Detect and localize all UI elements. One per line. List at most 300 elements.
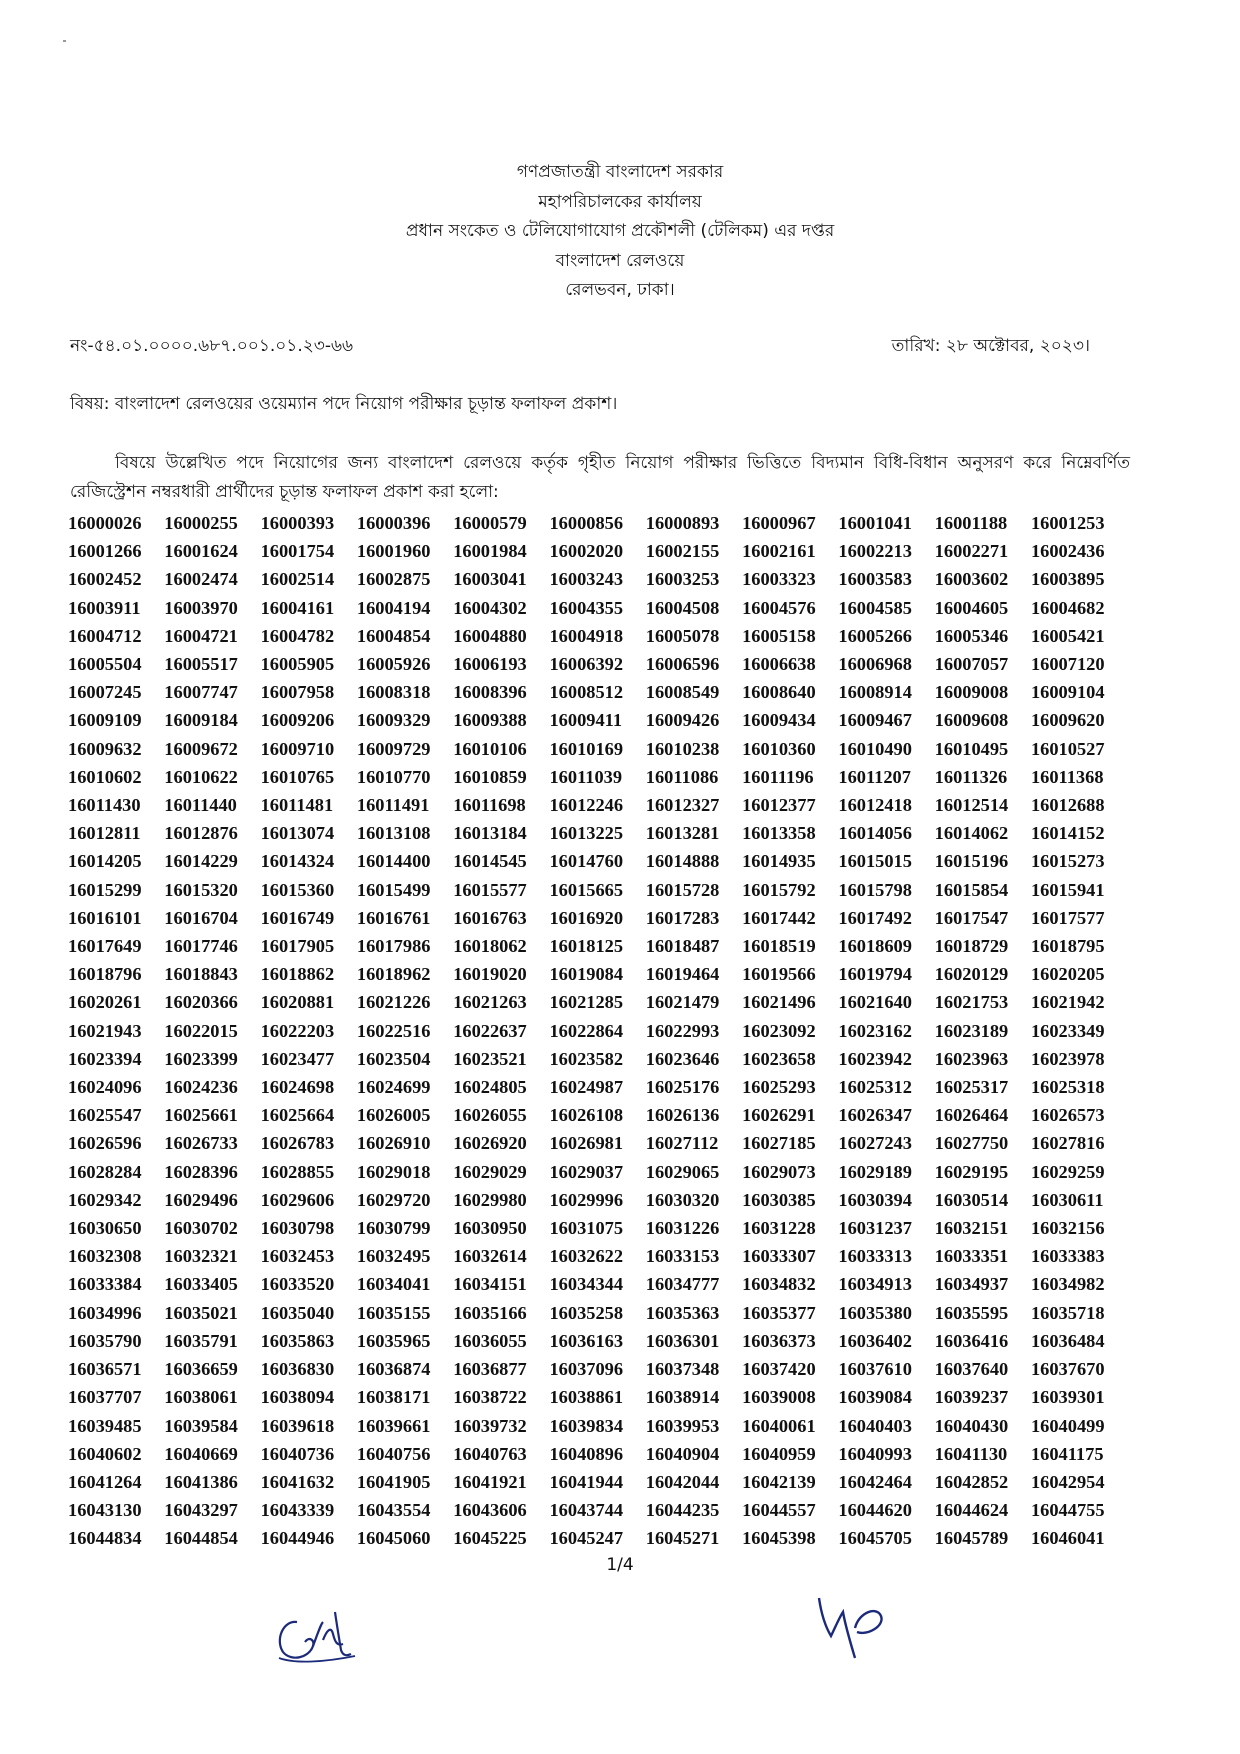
intro-paragraph: বিষয়ে উল্লেখিত পদে নিয়োগের জন্য বাংলাদেশ রেলওয়ে কর্তৃক গৃহীত নিয়োগ পরীক্ষার ভিত্তিতে বিদ্যমান বিধি-বিধান অনুসরণ করে নিম্নেবর্ণিত রেজিস্ট্রেশন নম্বরধারী প্রার্থীদের চূড়ান্ত ফলাফল প্রকাশ করা হলো: [70, 453, 1130, 502]
table-row [68, 565, 1127, 593]
roll-number: 16002436 [1030, 541, 1105, 562]
roll-number: 16040403 [838, 1415, 912, 1436]
roll-number: 16010238 [645, 738, 720, 759]
table-row [68, 1524, 1127, 1552]
roll-number: 16009206 [260, 710, 335, 731]
roll-number: 16013108 [356, 823, 431, 844]
roll-number: 16023521 [453, 1048, 527, 1069]
roll-number: 16020205 [1030, 964, 1105, 985]
roll-number: 16006638 [742, 654, 816, 675]
roll-number: 16003602 [934, 569, 1009, 590]
roll-number: 16015665 [549, 879, 624, 900]
roll-number: 16029342 [68, 1189, 142, 1210]
roll-number: 16043130 [68, 1500, 142, 1521]
roll-number: 16021943 [68, 1020, 142, 1041]
roll-number: 16035166 [453, 1302, 527, 1323]
roll-number: 16026347 [838, 1105, 912, 1126]
scan-speck [63, 40, 66, 42]
roll-number: 16030320 [645, 1189, 720, 1210]
roll-number: 16006392 [549, 654, 624, 675]
roll-number: 16038914 [645, 1387, 720, 1408]
roll-number: 16038722 [453, 1387, 527, 1408]
roll-number: 16035380 [838, 1302, 912, 1323]
roll-number: 16045247 [549, 1528, 624, 1549]
roll-number: 16008512 [549, 682, 624, 703]
roll-number: 16026981 [549, 1133, 624, 1154]
roll-number: 16014760 [549, 851, 624, 872]
roll-number: 16036830 [260, 1359, 335, 1380]
roll-number: 16040993 [838, 1443, 912, 1464]
roll-number: 16017442 [742, 907, 816, 928]
roll-number: 16026910 [356, 1133, 431, 1154]
roll-number: 16011440 [164, 795, 237, 816]
roll-number: 16023963 [934, 1048, 1009, 1069]
roll-number: 16018729 [934, 936, 1009, 957]
roll-number: 16017283 [645, 907, 720, 928]
roll-number: 16025318 [1030, 1077, 1105, 1098]
roll-number: 16019794 [838, 964, 912, 985]
roll-number: 16005346 [934, 625, 1009, 646]
table-row [68, 1073, 1127, 1101]
roll-number: 16042464 [838, 1471, 912, 1492]
roll-number: 16012876 [164, 823, 238, 844]
roll-number: 16034832 [742, 1274, 816, 1295]
roll-number: 16029195 [934, 1161, 1009, 1182]
roll-number: 16014400 [356, 851, 431, 872]
roll-number: 16037670 [1030, 1359, 1105, 1380]
letterhead-line-department: প্রধান সংকেত ও টেলিযোগাযোগ প্রকৌশলী (টেলিকম) এর দপ্তর [405, 221, 835, 241]
roll-number: 16026596 [68, 1133, 142, 1154]
roll-number: 16034344 [549, 1274, 624, 1295]
roll-number: 16023189 [934, 1020, 1009, 1041]
roll-number: 16045398 [742, 1528, 816, 1549]
roll-number: 16000396 [356, 513, 431, 533]
roll-number: 16005926 [356, 654, 431, 675]
table-row [68, 594, 1127, 622]
roll-number: 16035363 [645, 1302, 720, 1323]
table-row [68, 678, 1127, 706]
table-row [68, 1270, 1127, 1298]
table-row [68, 650, 1127, 678]
roll-number: 16044557 [742, 1500, 816, 1521]
signature-left [265, 1600, 375, 1670]
roll-number: 16041175 [1030, 1443, 1104, 1464]
roll-number: 16003041 [453, 569, 527, 590]
roll-number: 16008396 [453, 682, 527, 703]
roll-number: 16041386 [164, 1471, 238, 1492]
table-row [68, 1017, 1127, 1045]
roll-number: 16036416 [934, 1330, 1009, 1351]
roll-number: 16005421 [1030, 625, 1105, 646]
roll-number: 16017986 [356, 936, 431, 957]
roll-number: 16038061 [164, 1387, 238, 1408]
roll-number: 16009329 [356, 710, 431, 731]
roll-number: 16040602 [68, 1443, 142, 1464]
roll-number: 16011207 [838, 766, 911, 787]
roll-number: 16035040 [260, 1302, 335, 1323]
roll-number: 16018519 [742, 936, 816, 957]
roll-number: 16003323 [742, 569, 816, 590]
roll-number: 16001960 [356, 541, 431, 562]
roll-number: 16019464 [645, 964, 720, 985]
roll-number: 16003243 [549, 569, 624, 590]
roll-number: 16029996 [549, 1189, 624, 1210]
roll-number: 16020881 [260, 992, 335, 1013]
roll-number: 16028855 [260, 1161, 335, 1182]
roll-number: 16005078 [645, 625, 720, 646]
roll-number: 16025547 [68, 1105, 142, 1126]
roll-number: 16036659 [164, 1359, 238, 1380]
roll-number: 16023978 [1030, 1048, 1105, 1069]
roll-number: 16041264 [68, 1471, 142, 1492]
roll-number: 16023658 [742, 1048, 816, 1069]
roll-number: 16001624 [164, 541, 238, 562]
roll-number: 16005504 [68, 654, 142, 675]
roll-number: 16020261 [68, 992, 142, 1013]
roll-number: 16010770 [356, 766, 431, 787]
table-row [68, 988, 1127, 1016]
roll-number: 16039584 [164, 1415, 238, 1436]
roll-number: 16035718 [1030, 1302, 1105, 1323]
roll-number: 16003970 [164, 597, 238, 618]
roll-number: 16033351 [934, 1246, 1009, 1267]
roll-number: 16042954 [1030, 1471, 1105, 1492]
roll-number: 16002452 [68, 569, 142, 590]
roll-number: 16018962 [356, 964, 431, 985]
roll-number: 16031075 [549, 1218, 624, 1239]
roll-number: 16026783 [260, 1133, 335, 1154]
roll-number: 16014888 [645, 851, 720, 872]
table-row [68, 876, 1127, 904]
roll-number: 16007958 [260, 682, 335, 703]
roll-number: 16017746 [164, 936, 238, 957]
roll-number: 16004918 [549, 625, 624, 646]
roll-number: 16015196 [934, 851, 1009, 872]
roll-number: 16042852 [934, 1471, 1009, 1492]
roll-number: 16033307 [742, 1246, 816, 1267]
roll-number: 16018795 [1030, 936, 1105, 957]
roll-number: 16015798 [838, 879, 912, 900]
roll-number: 16029720 [356, 1189, 431, 1210]
roll-number: 16021285 [549, 992, 624, 1013]
roll-number: 16004880 [453, 625, 527, 646]
roll-number: 16027112 [645, 1133, 719, 1154]
roll-number: 16015320 [164, 879, 238, 900]
roll-number: 16024699 [356, 1077, 431, 1098]
roll-number: 16004576 [742, 597, 816, 618]
roll-number: 16034913 [838, 1274, 912, 1295]
roll-number: 16009184 [164, 710, 238, 731]
table-row [68, 1412, 1127, 1440]
roll-number: 16031228 [742, 1218, 816, 1239]
roll-number: 16039485 [68, 1415, 142, 1436]
roll-number: 16022203 [260, 1020, 335, 1041]
page-number: 1/4 [606, 1555, 634, 1575]
roll-number: 16003895 [1030, 569, 1105, 590]
roll-number: 16035377 [742, 1302, 816, 1323]
roll-number: 16002155 [645, 541, 720, 562]
roll-number: 16018125 [549, 936, 624, 957]
roll-number: 16029496 [164, 1189, 238, 1210]
roll-number: 16012377 [742, 795, 816, 816]
roll-number: 16014229 [164, 851, 238, 872]
roll-number: 16003583 [838, 569, 912, 590]
roll-number: 16017577 [1030, 907, 1105, 928]
roll-number: 16041905 [356, 1471, 431, 1492]
roll-number: 16025293 [742, 1077, 816, 1098]
roll-number: 16010495 [934, 738, 1009, 759]
roll-number: 16024236 [164, 1077, 238, 1098]
roll-number: 16015854 [934, 879, 1009, 900]
roll-number: 16027750 [934, 1133, 1009, 1154]
roll-number: 16001266 [68, 541, 142, 562]
roll-number: 16037420 [742, 1359, 816, 1380]
roll-number: 16039834 [549, 1415, 624, 1436]
table-row [68, 1440, 1127, 1468]
roll-number: 16004782 [260, 625, 335, 646]
roll-number: 16010169 [549, 738, 624, 759]
roll-number: 16011039 [549, 766, 623, 787]
roll-number: 16029073 [742, 1161, 816, 1182]
table-row [68, 791, 1127, 819]
roll-number: 16040763 [453, 1443, 527, 1464]
roll-number: 16034777 [645, 1274, 720, 1295]
letterhead [0, 158, 1240, 306]
roll-number: 16000893 [645, 513, 720, 533]
roll-number: 16009729 [356, 738, 431, 759]
roll-number: 16019566 [742, 964, 816, 985]
roll-number: 16000579 [453, 513, 527, 533]
table-row [68, 537, 1127, 565]
roll-number: 16026108 [549, 1105, 624, 1126]
roll-number: 16022516 [356, 1020, 431, 1041]
roll-number: 16005517 [164, 654, 238, 675]
roll-number: 16045271 [645, 1528, 720, 1549]
roll-number: 16033153 [645, 1246, 720, 1267]
roll-number: 16035965 [356, 1330, 431, 1351]
roll-number: 16017905 [260, 936, 335, 957]
roll-number: 16007120 [1030, 654, 1105, 675]
roll-number: 16014152 [1030, 823, 1105, 844]
roll-number: 16019084 [549, 964, 624, 985]
roll-number: 16013225 [549, 823, 624, 844]
roll-number: 16011491 [356, 795, 430, 816]
roll-number: 16030798 [260, 1218, 335, 1239]
roll-number: 16021479 [645, 992, 720, 1013]
table-row [68, 1158, 1127, 1186]
roll-number: 16025312 [838, 1077, 912, 1098]
roll-number: 16041921 [453, 1471, 527, 1492]
roll-number: 16000856 [549, 513, 624, 533]
roll-number: 16015360 [260, 879, 335, 900]
roll-number: 16032495 [356, 1246, 431, 1267]
roll-number: 16042139 [742, 1471, 816, 1492]
roll-number: 16014205 [68, 851, 142, 872]
roll-number: 16037640 [934, 1359, 1009, 1380]
roll-number: 16007747 [164, 682, 238, 703]
table-row [68, 1496, 1127, 1524]
roll-number: 16026920 [453, 1133, 527, 1154]
roll-number: 16029018 [356, 1161, 431, 1182]
roll-number: 16018843 [164, 964, 238, 985]
roll-number: 16038094 [260, 1387, 335, 1408]
roll-number: 16004712 [68, 625, 142, 646]
roll-number: 16004355 [549, 597, 624, 618]
roll-number: 16041632 [260, 1471, 335, 1492]
roll-number: 16013358 [742, 823, 816, 844]
roll-number: 16044854 [164, 1528, 238, 1549]
roll-number: 16035791 [164, 1330, 238, 1351]
table-row [68, 706, 1127, 734]
subject-line: বিষয়: বাংলাদেশ রেলওয়ের ওয়েম্যান পদে নিয়োগ পরীক্ষার চূড়ান্ত ফলাফল প্রকাশ। [70, 394, 618, 414]
roll-number: 16029065 [645, 1161, 720, 1182]
roll-number: 16000393 [260, 513, 335, 533]
memo-number: নং-৫৪.০১.০০০০.৬৮৭.০০১.০১.২৩-৬৬ [70, 336, 354, 356]
roll-number: 16027816 [1030, 1133, 1105, 1154]
roll-number: 16010602 [68, 766, 142, 787]
memo-date: তারিখ: ২৮ অক্টোবর, ২০২৩। [891, 336, 1090, 356]
roll-number: 16040499 [1030, 1415, 1105, 1436]
table-row [68, 960, 1127, 988]
roll-number: 16033313 [838, 1246, 912, 1267]
roll-number: 16009608 [934, 710, 1009, 731]
roll-number: 16017649 [68, 936, 142, 957]
roll-number: 16014324 [260, 851, 335, 872]
roll-number: 16026055 [453, 1105, 527, 1126]
roll-number: 16011086 [645, 766, 719, 787]
roll-number: 16013074 [260, 823, 335, 844]
roll-number: 16028396 [164, 1161, 238, 1182]
roll-number: 16004605 [934, 597, 1009, 618]
roll-number: 16030702 [164, 1218, 238, 1239]
table-row [68, 1186, 1127, 1214]
roll-number: 16043554 [356, 1500, 431, 1521]
roll-number: 16027185 [742, 1133, 816, 1154]
roll-number: 16035790 [68, 1330, 142, 1351]
roll-number: 16007057 [934, 654, 1009, 675]
roll-number: 16014545 [453, 851, 527, 872]
roll-number: 16002161 [742, 541, 816, 562]
roll-number: 16012327 [645, 795, 720, 816]
roll-number: 16005158 [742, 625, 816, 646]
roll-number: 16000967 [742, 513, 816, 533]
table-row [68, 622, 1127, 650]
roll-number: 16004721 [164, 625, 238, 646]
roll-number: 16030611 [1030, 1189, 1104, 1210]
roll-number: 16022864 [549, 1020, 624, 1041]
roll-number: 16036874 [356, 1359, 431, 1380]
table-row [68, 819, 1127, 847]
roll-number: 16024698 [260, 1077, 335, 1098]
roll-number: 16036877 [453, 1359, 527, 1380]
roll-number: 16039237 [934, 1387, 1009, 1408]
roll-number: 16008549 [645, 682, 720, 703]
letterhead-line-government: গণপ্রজাতন্ত্রী বাংলাদেশ সরকার [516, 162, 724, 182]
roll-number: 16021226 [356, 992, 431, 1013]
roll-number: 16036373 [742, 1330, 816, 1351]
roll-number: 16006596 [645, 654, 720, 675]
roll-number: 16023162 [838, 1020, 912, 1041]
roll-number: 16012811 [68, 823, 141, 844]
roll-number: 16010859 [453, 766, 527, 787]
roll-number: 16041130 [934, 1443, 1008, 1464]
roll-number: 16032308 [68, 1246, 142, 1267]
roll-number: 16009620 [1030, 710, 1105, 731]
roll-number: 16011326 [934, 766, 1008, 787]
roll-number: 16006193 [453, 654, 527, 675]
roll-number: 16025661 [164, 1105, 238, 1126]
roll-number: 16044755 [1030, 1500, 1105, 1521]
roll-number: 16044834 [68, 1528, 142, 1549]
roll-number: 16010490 [838, 738, 912, 759]
roll-number: 16037610 [838, 1359, 912, 1380]
roll-number: 16019020 [453, 964, 527, 985]
roll-number: 16001188 [934, 513, 1008, 533]
roll-number: 16013184 [453, 823, 527, 844]
roll-number: 16008318 [356, 682, 431, 703]
roll-number: 16027243 [838, 1133, 912, 1154]
roll-number: 16044624 [934, 1500, 1009, 1521]
roll-number: 16015273 [1030, 851, 1105, 872]
roll-number: 16010765 [260, 766, 335, 787]
roll-number: 16005905 [260, 654, 335, 675]
roll-number: 16007245 [68, 682, 142, 703]
table-row [68, 1355, 1127, 1383]
roll-number: 16040669 [164, 1443, 238, 1464]
table-row [68, 1242, 1127, 1270]
roll-number: 16024805 [453, 1077, 527, 1098]
roll-number: 16026291 [742, 1105, 816, 1126]
signature-right [805, 1588, 905, 1668]
roll-number: 16039953 [645, 1415, 720, 1436]
roll-number: 16013281 [645, 823, 720, 844]
roll-number: 16004508 [645, 597, 720, 618]
roll-number: 16018062 [453, 936, 527, 957]
table-row [68, 847, 1127, 875]
roll-number: 16034982 [1030, 1274, 1105, 1295]
roll-number: 16001754 [260, 541, 335, 562]
roll-number: 16009672 [164, 738, 238, 759]
roll-number: 16011698 [453, 795, 526, 816]
roll-number: 16042044 [645, 1471, 720, 1492]
roll-number: 16037707 [68, 1387, 142, 1408]
roll-number: 16030394 [838, 1189, 912, 1210]
roll-number: 16009426 [645, 710, 720, 731]
roll-number: 16000026 [68, 513, 142, 533]
roll-number: 16044620 [838, 1500, 912, 1521]
roll-number: 16009104 [1030, 682, 1105, 703]
roll-number: 16024987 [549, 1077, 624, 1098]
roll-number: 16035258 [549, 1302, 624, 1323]
roll-number: 16029037 [549, 1161, 624, 1182]
table-row [68, 763, 1127, 791]
roll-number: 16009008 [934, 682, 1009, 703]
roll-number: 16009632 [68, 738, 142, 759]
roll-number: 16026005 [356, 1105, 431, 1126]
roll-number: 16040904 [645, 1443, 720, 1464]
roll-number: 16015941 [1030, 879, 1105, 900]
roll-number: 16015015 [838, 851, 912, 872]
roll-number: 16018796 [68, 964, 142, 985]
letterhead-line-organization: বাংলাদেশ রেলওয়ে [555, 250, 685, 271]
roll-number: 16003253 [645, 569, 720, 590]
table-row [68, 509, 1127, 537]
roll-number: 16009467 [838, 710, 912, 731]
roll-number: 16040430 [934, 1415, 1009, 1436]
roll-number: 16030385 [742, 1189, 816, 1210]
roll-number: 16029980 [453, 1189, 527, 1210]
roll-number: 16044235 [645, 1500, 720, 1521]
